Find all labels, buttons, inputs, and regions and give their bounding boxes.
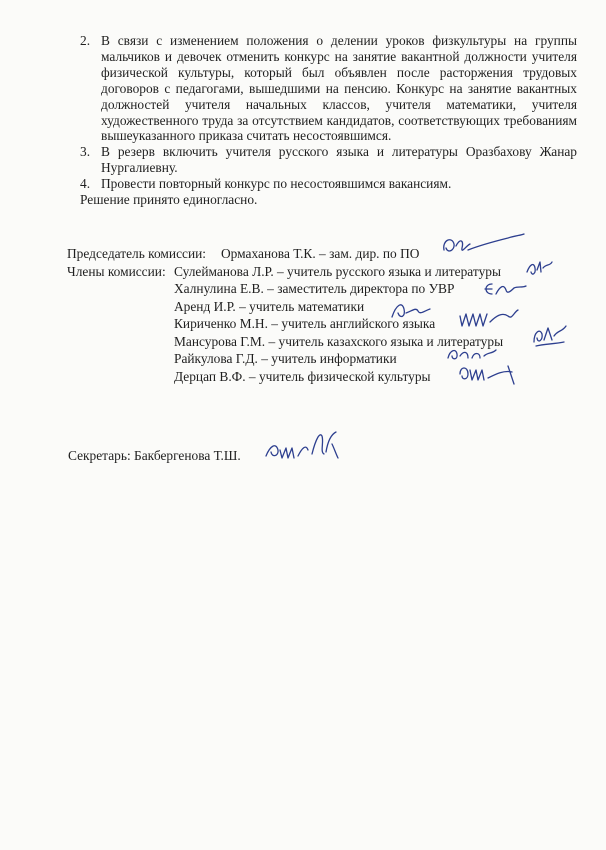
item-number: 2. <box>80 33 91 48</box>
member-signature <box>528 322 568 350</box>
member-name: Кириченко М.Н. – учитель английского языка <box>174 316 436 331</box>
members-label: Члены комиссии: <box>67 263 166 279</box>
member-row <box>67 333 587 351</box>
chair-signature <box>438 232 526 260</box>
item-text: В резерв включить учителя русского языка и литературы Оразбахову Жанар Нургалиевну. <box>101 144 577 176</box>
list-item <box>80 33 577 144</box>
list-item <box>80 144 577 176</box>
decision-summary: Решение принято единогласно. <box>80 192 258 208</box>
item-number: 4. <box>80 176 91 192</box>
member-name: Райкулова Г.Д. – учитель информатики <box>174 351 397 366</box>
member-name: Мансурова Г.М. – учитель казахского языка и литературы <box>174 333 504 349</box>
chair-name: Ормаханова Т.К. – зам. дир. по ПО <box>221 246 420 261</box>
member-name: Дерцап В.Ф. – учитель физической культуры <box>174 368 431 384</box>
member-signature <box>524 258 554 280</box>
secretary-signature <box>262 428 346 464</box>
list-item <box>80 176 577 192</box>
item-text: В связи с изменением положения о делении уроков физкультуры на группы мальчиков и девочек отменить конкурс на занятие вакантной должности учителя физической культуры, который был объявлен после расторжения трудовых договоров с педагогами, вышедшими на пенсию. Конкурс на занятие вакантных должностей учителя начальных классов, учителя математики, учителя художественного труда за отсутствием кандидатов, соответствующих требованиям вышеуказанного приказа считать несостоявшимся. <box>101 33 577 144</box>
item-text: Провести повторный конкурс по несостоявшимся вакансиям. <box>101 176 452 192</box>
member-name: Халнулина Е.В. – заместитель директора по УВР <box>174 281 455 296</box>
chair-label: Председатель комиссии: <box>67 246 207 261</box>
member-signature <box>388 299 432 323</box>
item-number: 3. <box>80 144 91 160</box>
member-signature <box>456 306 520 332</box>
member-signature <box>456 360 520 388</box>
decision-list <box>80 33 577 208</box>
member-name: Аренд И.Р. – учитель математики <box>174 298 365 314</box>
secretary-line: Секретарь: Бакбергенова Т.Ш. <box>68 448 241 463</box>
member-signature <box>478 278 528 300</box>
member-name: Сулейманова Л.Р. – учитель русского языка и литературы <box>174 263 501 279</box>
